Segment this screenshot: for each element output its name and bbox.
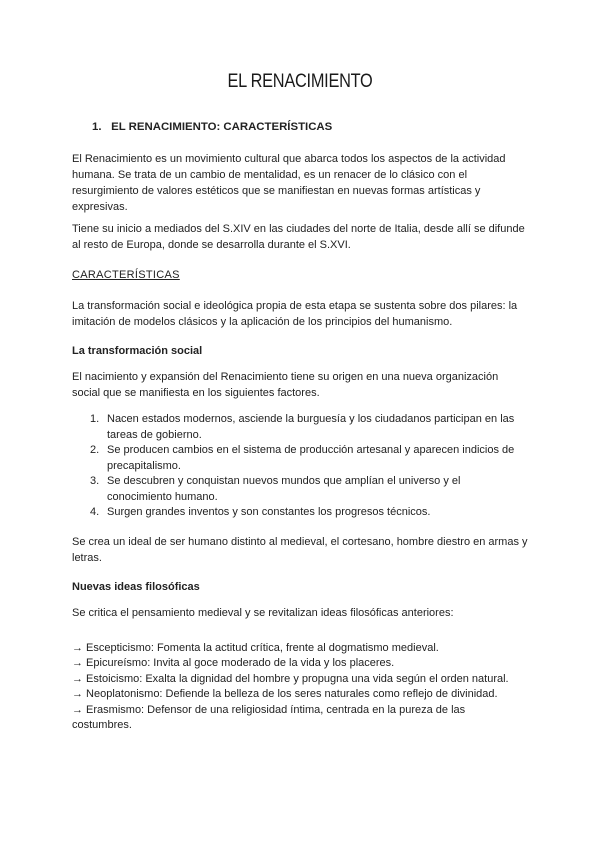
list-item-text: Se producen cambios en el sistema de producción artesanal y aparecen indicios de precapitalismo. [107, 444, 515, 472]
list-item: → Erasmismo: Defensor de una religiosidad íntima, centrada en la pureza de las costumbres. [72, 703, 466, 731]
caracteristicas-label: CARACTERÍSTICAS [72, 269, 180, 281]
ideas-intro: Se critica el pensamiento medieval y se revitalizan ideas filosóficas anteriores: [72, 606, 454, 619]
list-item-number: 3. [90, 475, 100, 487]
list-item-text: Nacen estados modernos, asciende la burguesía y los ciudadanos participan en las tareas de gobierno. [107, 413, 515, 441]
list-item: → Epicureísmo: Invita al goce moderado de la vida y los placeres. [72, 657, 395, 669]
list-item-number: 4. [90, 506, 100, 518]
factors-list [72, 412, 528, 521]
list-item-number: 1. [90, 413, 100, 425]
social-intro: El nacimiento y expansión del Renacimiento tiene su origen en una nueva organización social que se manifiesta en los siguientes factores. [72, 371, 499, 399]
list-item-text: Se descubren y conquistan nuevos mundos que amplían el universo y el conocimiento humano. [107, 475, 461, 503]
document-title: EL RENACIMIENTO [227, 71, 373, 92]
list-item: → Escepticismo: Fomenta la actitud crítica, frente al dogmatismo medieval. [72, 641, 439, 654]
list-item: → Neoplatonismo: Defiende la belleza de los seres naturales como reflejo de divinidad. [72, 688, 498, 700]
social-closing: Se crea un ideal de ser humano distinto al medieval, el cortesano, hombre diestro en armas y letras. [72, 535, 528, 564]
philosophy-list [72, 641, 528, 734]
section-number: 1. [92, 121, 102, 133]
section-heading-text: EL RENACIMIENTO: CARACTERÍSTICAS [111, 121, 333, 133]
list-item: → Estoicismo: Exalta la dignidad del hombre y propugna una vida según el orden natural. [72, 672, 509, 685]
list-item [72, 412, 528, 443]
list-item-number: 2. [90, 444, 100, 456]
ideas-heading: Nuevas ideas filosóficas [72, 580, 200, 593]
intro-paragraph-1: El Renacimiento es un movimiento cultural que abarca todos los aspectos de la actividad humana. Se trata de un cambio de mentalidad, es un renacer de lo clásico con el resurgimiento de valores estéticos que se manifiestan en nuevas formas artísticas y expresivas. [72, 153, 506, 213]
intro-paragraph-2: Tiene su inicio a mediados del S.XIV en las ciudades del norte de Italia, desde allí se difunde al resto de Europa, donde se desarrolla durante el S.XVI. [72, 223, 525, 251]
list-item [72, 505, 528, 521]
pillars-paragraph: La transformación social e ideológica propia de esta etapa se sustenta sobre dos pilares: la imitación de modelos clásicos y la aplicación de los principios del humanismo. [72, 300, 518, 328]
list-item [72, 443, 528, 474]
list-item [72, 474, 528, 505]
spacer [72, 628, 528, 641]
list-item-text: Surgen grandes inventos y son constantes los progresos técnicos. [107, 506, 431, 518]
section-heading [92, 119, 528, 135]
social-heading: La transformación social [72, 345, 203, 357]
